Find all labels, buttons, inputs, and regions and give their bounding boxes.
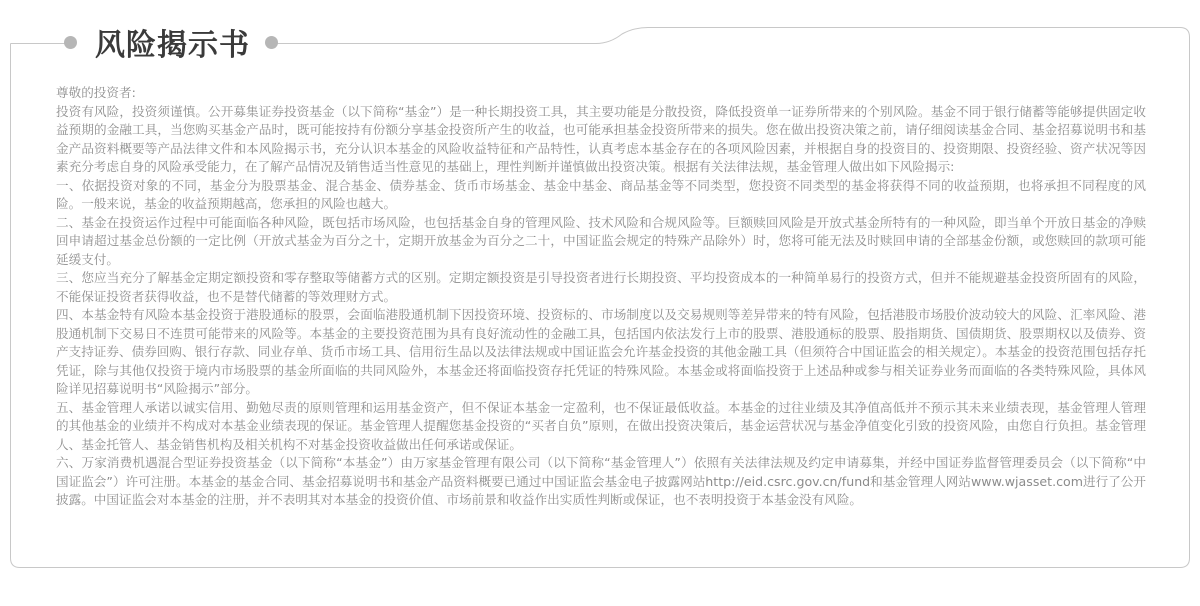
paragraph-4: 四、本基金特有风险本基金投资于港股通标的股票，会面临港股通机制下因投资环境、投资标的、市场制度以及交易规则等差异带来的特有风险，包括港股市场股价波动较大的风险、汇率风险、港股通机制下交易日不连贯可能带来的风险等。本基金的主要投资范围为具有良好流动性的金融工具，包括国内依法发行上市的股票、港股通标的股票、股指期货、国债期货、股票期权以及债券、资产支持证券、债券回购、银行存款、同业存单、货币市场工具、信用衍生品以及法律法规或中国证监会允许基金投资的其他金融工具（但须符合中国证监会的相关规定）。本基金的投资范围包括存托凭证，除与其他仅投资于境内市场股票的基金所面临的共同风险外，本基金还将面临投资存托凭证的特殊风险。本基金或将面临投资于上述品种或参与相关证券业务而面临的各类特殊风险，具体风险详见招募说明书“风险揭示”部分。 — [56, 307, 1146, 396]
greeting: 尊敬的投资者: — [56, 85, 136, 100]
paragraph-5: 五、基金管理人承诺以诚实信用、勤勉尽责的原则管理和运用基金资产，但不保证本基金一定盈利，也不保证最低收益。本基金的过往业绩及其净值高低并不预示其未来业绩表现，基金管理人管理的其他基金的业绩并不构成对本基金业绩表现的保证。基金管理人提醒您基金投资的“买者自负”原则，在做出投资决策后，基金运营状况与基金净值变化引致的投资风险，由您自行负担。基金管理人、基金托管人、基金销售机构及相关机构不对基金投资收益做出任何承诺或保证。 — [56, 399, 1146, 452]
paragraph-1: 一、依据投资对象的不同，基金分为股票基金、混合基金、债券基金、货币市场基金、基金中基金、商品基金等不同类型，您投资不同类型的基金将获得不同的收益预期，也将承担不同程度的风险。一般来说，基金的收益预期越高，您承担的风险也越大。 — [56, 177, 1146, 211]
title-right-dot — [265, 36, 278, 49]
paragraph-3: 三、您应当充分了解基金定期定额投资和零存整取等储蓄方式的区别。定期定额投资是引导投资者进行长期投资、平均投资成本的一种简单易行的投资方式，但并不能规避基金投资所固有的风险，不能保证投资者获得收益，也不是替代储蓄的等效理财方式。 — [56, 270, 1146, 304]
page-title: 风险揭示书 — [95, 28, 250, 63]
disclosure-body — [56, 84, 1146, 510]
paragraph-6: 六、万家消费机遇混合型证券投资基金（以下简称“本基金”）由万家基金管理有限公司（以下简称“基金管理人”）依照有关法律法规及约定申请募集，并经中国证券监督管理委员会（以下简称“中国证监会”）许可注册。本基金的基金合同、基金招募说明书和基金产品资料概要已通过中国证监会基金电子披露网站http://eid.csrc.gov.cn/fund和基金管理人网站www.wjasset.com进行了公开披露。中国证监会对本基金的注册，并不表明其对本基金的投资价值、市场前景和收益作出实质性判断或保证，也不表明投资于本基金没有风险。 — [56, 455, 1146, 507]
title-left-dot — [64, 36, 77, 49]
title-block — [64, 18, 278, 66]
paragraph-2: 二、基金在投资运作过程中可能面临各种风险，既包括市场风险，也包括基金自身的管理风险、技术风险和合规风险等。巨额赎回风险是开放式基金所特有的一种风险，即当单个开放日基金的净赎回申请超过基金总份额的一定比例（开放式基金为百分之十，定期开放基金为百分之二十，中国证监会规定的特殊产品除外）时，您将可能无法及时赎回申请的全部基金份额，或您赎回的款项可能延缓支付。 — [56, 214, 1146, 267]
paragraph-intro: 投资有风险，投资须谨慎。公开募集证券投资基金（以下简称“基金”）是一种长期投资工具，其主要功能是分散投资，降低投资单一证券所带来的个别风险。基金不同于银行储蓄等能够提供固定收益预期的金融工具，当您购买基金产品时，既可能按持有份额分享基金投资所产生的收益，也可能承担基金投资所带来的损失。您在做出投资决策之前，请仔细阅读基金合同、基金招募说明书和基金产品资料概要等产品法律文件和本风险揭示书，充分认识本基金的风险收益特征和产品特性，认真考虑本基金存在的各项风险因素，并根据自身的投资目的、投资期限、投资经验、资产状况等因素充分考虑自身的风险承受能力，在了解产品情况及销售适当性意见的基础上，理性判断并谨慎做出投资决策。根据有关法律法规，基金管理人做出如下风险揭示: — [56, 103, 1146, 174]
